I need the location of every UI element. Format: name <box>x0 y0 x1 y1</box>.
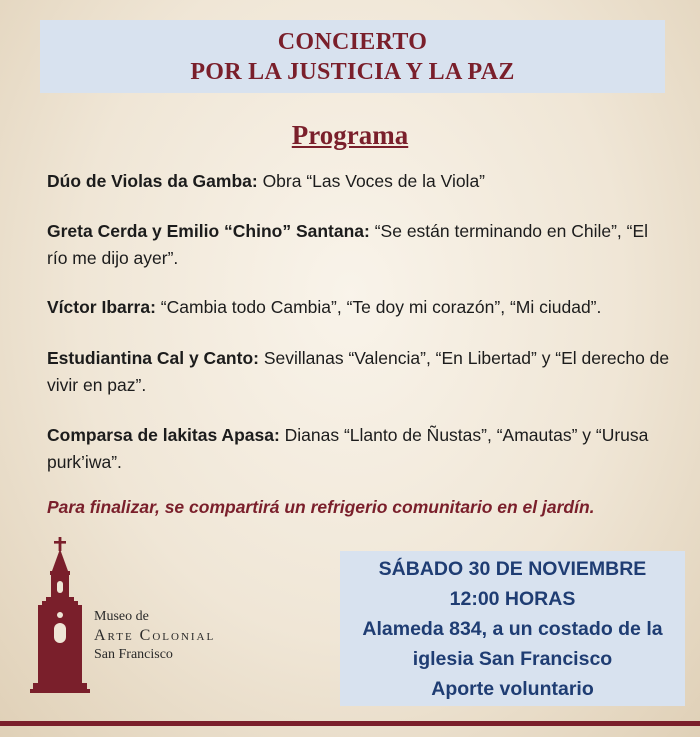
title-line-1: CONCIERTO <box>277 28 428 55</box>
closing-note: Para finalizar, se compartirá un refrigerio comunitario en el jardín. <box>47 497 595 517</box>
performance-details: Dianas “Llanto de Ñustas”, “Amautas” y “Urusa purk’iwa”. <box>47 425 649 472</box>
title-line-2: POR LA JUSTICIA Y LA PAZ <box>190 58 515 85</box>
program-item <box>47 422 672 476</box>
event-address-line-1: Alameda 834, a un costado de la <box>362 617 663 640</box>
performance-details: Sevillanas “Valencia”, “En Libertad” y “El derecho de vivir en paz”. <box>47 348 670 395</box>
performer-name: Víctor Ibarra: <box>47 297 156 317</box>
church-tower-icon <box>30 535 90 697</box>
performance-details: “Se están terminando en Chile”, “El río me dijo ayer”. <box>47 221 649 268</box>
performer-name: Greta Cerda y Emilio “Chino” Santana: <box>47 221 370 241</box>
event-date: SÁBADO 30 DE NOVIEMBRE <box>378 557 647 580</box>
bottom-divider <box>0 721 700 726</box>
event-fee: Aporte voluntario <box>431 677 594 700</box>
title-banner <box>40 20 665 93</box>
performer-name: Estudiantina Cal y Canto: <box>47 348 259 368</box>
museum-line-2: Arte Colonial <box>94 627 216 644</box>
performance-details: “Cambia todo Cambia”, “Te doy mi corazón”, “Mi ciudad”. <box>155 297 602 317</box>
performance-details: Obra “Las Voces de la Viola” <box>257 171 486 191</box>
program-item <box>47 345 672 399</box>
museum-line-3: San Francisco <box>94 647 173 662</box>
program-item <box>47 218 672 272</box>
performer-name: Comparsa de lakitas Apasa: <box>47 425 280 445</box>
program-heading: Programa <box>291 120 409 150</box>
event-info-box <box>340 551 685 706</box>
program-item <box>47 168 485 195</box>
performer-name: Dúo de Violas da Gamba: <box>47 171 258 191</box>
museum-logo <box>30 535 280 705</box>
event-time: 12:00 HORAS <box>449 587 576 610</box>
museum-name <box>94 608 215 663</box>
event-address-line-2: iglesia San Francisco <box>412 647 613 670</box>
museum-line-1: Museo de <box>94 609 149 624</box>
program-item <box>47 294 601 321</box>
